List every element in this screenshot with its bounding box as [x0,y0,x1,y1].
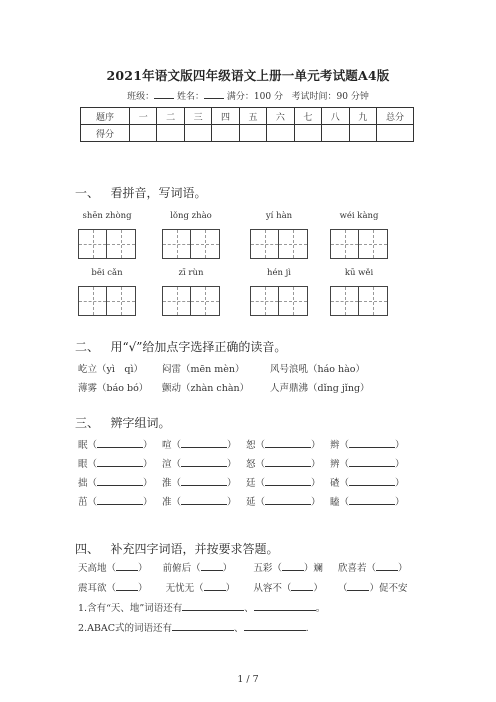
score-header-cell: 七 [294,108,321,125]
separator: 、 [244,603,254,614]
score-cell[interactable] [239,125,266,142]
paren-open: （ [255,459,266,470]
pinyin-label: yí hàn [265,211,293,221]
word-group-blank[interactable] [97,476,143,486]
word-group-char: 辨 [330,459,340,470]
reading-item[interactable]: 颤动（zhàn chàn） [162,383,250,394]
idiom-text: ）斓 [303,563,323,574]
word-group-char: 廷 [246,478,256,489]
section-3-title: 辨字组词。 [110,416,171,430]
page-title: 2021年语文版四年级语文上册一单元考试题A4版 [106,68,390,83]
score-table [80,107,414,142]
paren-close: ） [311,497,321,508]
paren-open: （ [171,459,182,470]
score-header-cell: 四 [212,108,239,125]
section-3-heading [75,414,170,431]
idiom-text: 从容不（ [253,583,292,594]
section-4-heading [75,540,278,557]
score-header-cell: 题序 [81,108,130,125]
word-group-blank[interactable] [349,438,395,448]
section-2-number: 二、 [75,340,100,354]
paren-open: （ [87,440,98,451]
idiom-blank[interactable] [347,581,369,591]
idiom-blank[interactable] [282,561,304,571]
answer-blank[interactable] [172,621,234,631]
paren-close: ） [395,478,405,489]
idiom-line-2 [78,580,407,594]
word-group-item [162,475,237,489]
exam-time: 考试时间：90 分钟 [291,92,369,102]
paren-open: （ [87,478,98,489]
word-group-blank[interactable] [349,476,395,486]
word-group-char: 喧 [162,440,172,451]
section-4-number: 四、 [75,542,100,556]
score-header-cell: 五 [239,108,266,125]
idiom-text: （ [337,583,348,594]
class-blank [154,90,174,99]
paren-close: ） [143,459,153,470]
idiom-line-1 [78,560,407,574]
idiom-blank[interactable] [204,581,226,591]
writing-grid[interactable] [330,229,388,259]
paren-open: （ [171,497,182,508]
score-header-cell: 二 [157,108,184,125]
score-header-cell: 六 [267,108,294,125]
word-group-char: 准 [162,497,172,508]
section-2-heading [75,338,286,355]
word-group-char: 瞌 [330,497,340,508]
pinyin-label: bēi cǎn [91,268,123,278]
score-cell[interactable] [267,125,294,142]
word-group-blank[interactable] [265,476,311,486]
word-group-item [246,437,321,451]
word-group-char: 碴 [330,478,340,489]
idiom-blank[interactable] [376,561,398,571]
paren-open: （ [171,440,182,451]
word-group-blank[interactable] [265,495,311,505]
section-1-title: 看拼音，写词语。 [110,186,207,200]
paren-open: （ [255,440,266,451]
separator: 、 [234,623,244,634]
paren-close: ） [395,497,405,508]
idiom-text: ）促不安 [369,583,408,594]
idiom-text: 无忧无（ [165,583,204,594]
word-group-item [78,437,153,451]
name-label: 姓名： [177,92,205,102]
score-cell[interactable] [157,125,184,142]
paren-open: （ [87,497,98,508]
paren-open: （ [255,497,266,508]
question-1-text: 1.含有“天、地”词语还有 [78,603,183,614]
paren-close: ） [143,440,153,451]
word-group-item [246,494,321,508]
word-group-item [330,437,405,451]
class-label: 班级： [127,92,155,102]
answer-blank[interactable] [244,621,306,631]
score-cell[interactable] [184,125,211,142]
writing-grid[interactable] [162,286,220,316]
word-group-item [330,456,405,470]
paren-open: （ [87,459,98,470]
word-group-blank[interactable] [349,495,395,505]
word-group-char: 淮 [162,478,172,489]
word-group-item [78,494,153,508]
score-header-row [81,108,414,125]
score-header-cell: 八 [322,108,349,125]
score-cell[interactable] [212,125,239,142]
paren-open: （ [171,478,182,489]
word-group-blank[interactable] [349,457,395,467]
reading-item[interactable]: 闷雷（mēn mèn） [162,364,245,375]
score-header-cell: 九 [349,108,377,125]
word-group-item [162,437,237,451]
question-2 [78,620,309,634]
word-group-item [330,494,405,508]
reading-item[interactable]: 人声鼎沸（dǐng jǐng） [270,383,370,394]
word-group-item [246,475,321,489]
paren-close: ） [311,440,321,451]
reading-item[interactable]: 薄雾（báo bó） [78,383,149,394]
score-cell[interactable] [377,125,414,142]
paren-close: ） [227,459,237,470]
word-group-item [330,475,405,489]
answer-blank[interactable] [254,601,316,611]
word-group-char: 渲 [162,459,172,470]
idiom-text: ） [397,563,408,574]
word-group-item [246,456,321,470]
question-1 [78,600,325,614]
end-mark: . [305,623,309,634]
idiom-blank[interactable] [291,581,313,591]
reading-item[interactable]: 屹立（yì qì） [78,364,144,375]
idiom-text: 五彩（ [253,563,282,574]
word-group-char: 延 [246,497,256,508]
idiom-text: ） [138,583,148,594]
paren-close: ） [395,459,405,470]
word-group-item [78,456,153,470]
word-group-char: 恕 [246,440,256,451]
idiom-text: 前俯后（ [162,563,201,574]
idiom-blank[interactable] [201,561,223,571]
paren-open: （ [339,478,350,489]
paren-open: （ [339,497,350,508]
pinyin-label: hén jì [266,268,292,278]
score-header-cell: 总分 [377,108,414,125]
word-group-char: 眠 [78,440,88,451]
word-group-item [162,456,237,470]
question-2-text: 2.ABAC式的词语还有 [78,623,173,634]
idiom-text: ） [225,583,236,594]
score-cell[interactable] [322,125,349,142]
answer-blank[interactable] [182,601,244,611]
word-group-char: 怒 [246,459,256,470]
score-cell[interactable] [294,125,321,142]
paren-close: ） [311,478,321,489]
writing-grid[interactable] [78,229,136,259]
writing-grid[interactable] [330,286,388,316]
word-group-blank[interactable] [181,476,227,486]
reading-item[interactable]: 风号浪吼（háo hào） [270,364,366,375]
word-group-item [78,475,153,489]
pinyin-label: wéi kàng [339,211,379,221]
word-group-blank[interactable] [97,495,143,505]
info-line [0,89,496,102]
paren-close: ） [227,497,237,508]
paren-close: ） [143,478,153,489]
pinyin-label: zī rùn [178,268,204,278]
idiom-blank[interactable] [116,561,138,571]
word-group-char: 茁 [78,497,88,508]
paren-open: （ [339,459,350,470]
word-group-blank[interactable] [265,457,311,467]
word-group-blank[interactable] [97,438,143,448]
section-3-number: 三、 [75,416,100,430]
writing-grid[interactable] [78,286,136,316]
writing-grid[interactable] [250,286,308,316]
score-cell[interactable] [130,125,157,142]
word-group-item [162,494,237,508]
idiom-text: 天高地（ [78,563,117,574]
pinyin-label: lǒng zhào [170,211,212,221]
word-group-blank[interactable] [181,438,227,448]
section-2-title: 用“√”给加点字选择正确的读音。 [110,340,287,354]
paren-close: ） [311,459,321,470]
section-4-title: 补充四字词语，并按要求答题。 [110,542,279,556]
idiom-text: ） [138,563,148,574]
word-group-char: 拙 [78,478,88,489]
word-group-blank[interactable] [97,457,143,467]
word-group-char: 眼 [78,459,88,470]
idiom-text: 震耳欲（ [78,583,117,594]
section-1-heading [75,184,206,201]
name-blank [204,90,224,99]
word-group-blank[interactable] [181,457,227,467]
pinyin-label: shēn zhòng [82,211,132,221]
idiom-text: 欣喜若（ [337,563,376,574]
score-header-cell: 三 [184,108,211,125]
word-group-blank[interactable] [181,495,227,505]
end-mark: 。 [315,603,326,614]
full-score: 满分：100 分 [226,92,283,102]
score-header-cell: 一 [130,108,157,125]
pinyin-label: kū wěi [344,268,374,278]
paren-open: （ [339,440,350,451]
paren-close: ） [227,440,237,451]
paren-close: ） [143,497,153,508]
section-1-number: 一、 [75,186,100,200]
paren-open: （ [255,478,266,489]
writing-grid[interactable] [250,229,308,259]
idiom-text: ） [222,563,233,574]
score-row-label: 得分 [81,125,130,142]
idiom-text: ） [313,583,323,594]
paren-close: ） [227,478,237,489]
score-cell[interactable] [349,125,377,142]
word-group-blank[interactable] [265,438,311,448]
idiom-blank[interactable] [116,581,138,591]
writing-grid[interactable] [162,229,220,259]
page-number: 1 / 7 [237,674,259,685]
word-group-char: 辫 [330,440,340,451]
score-value-row [81,125,414,142]
paren-close: ） [395,440,405,451]
